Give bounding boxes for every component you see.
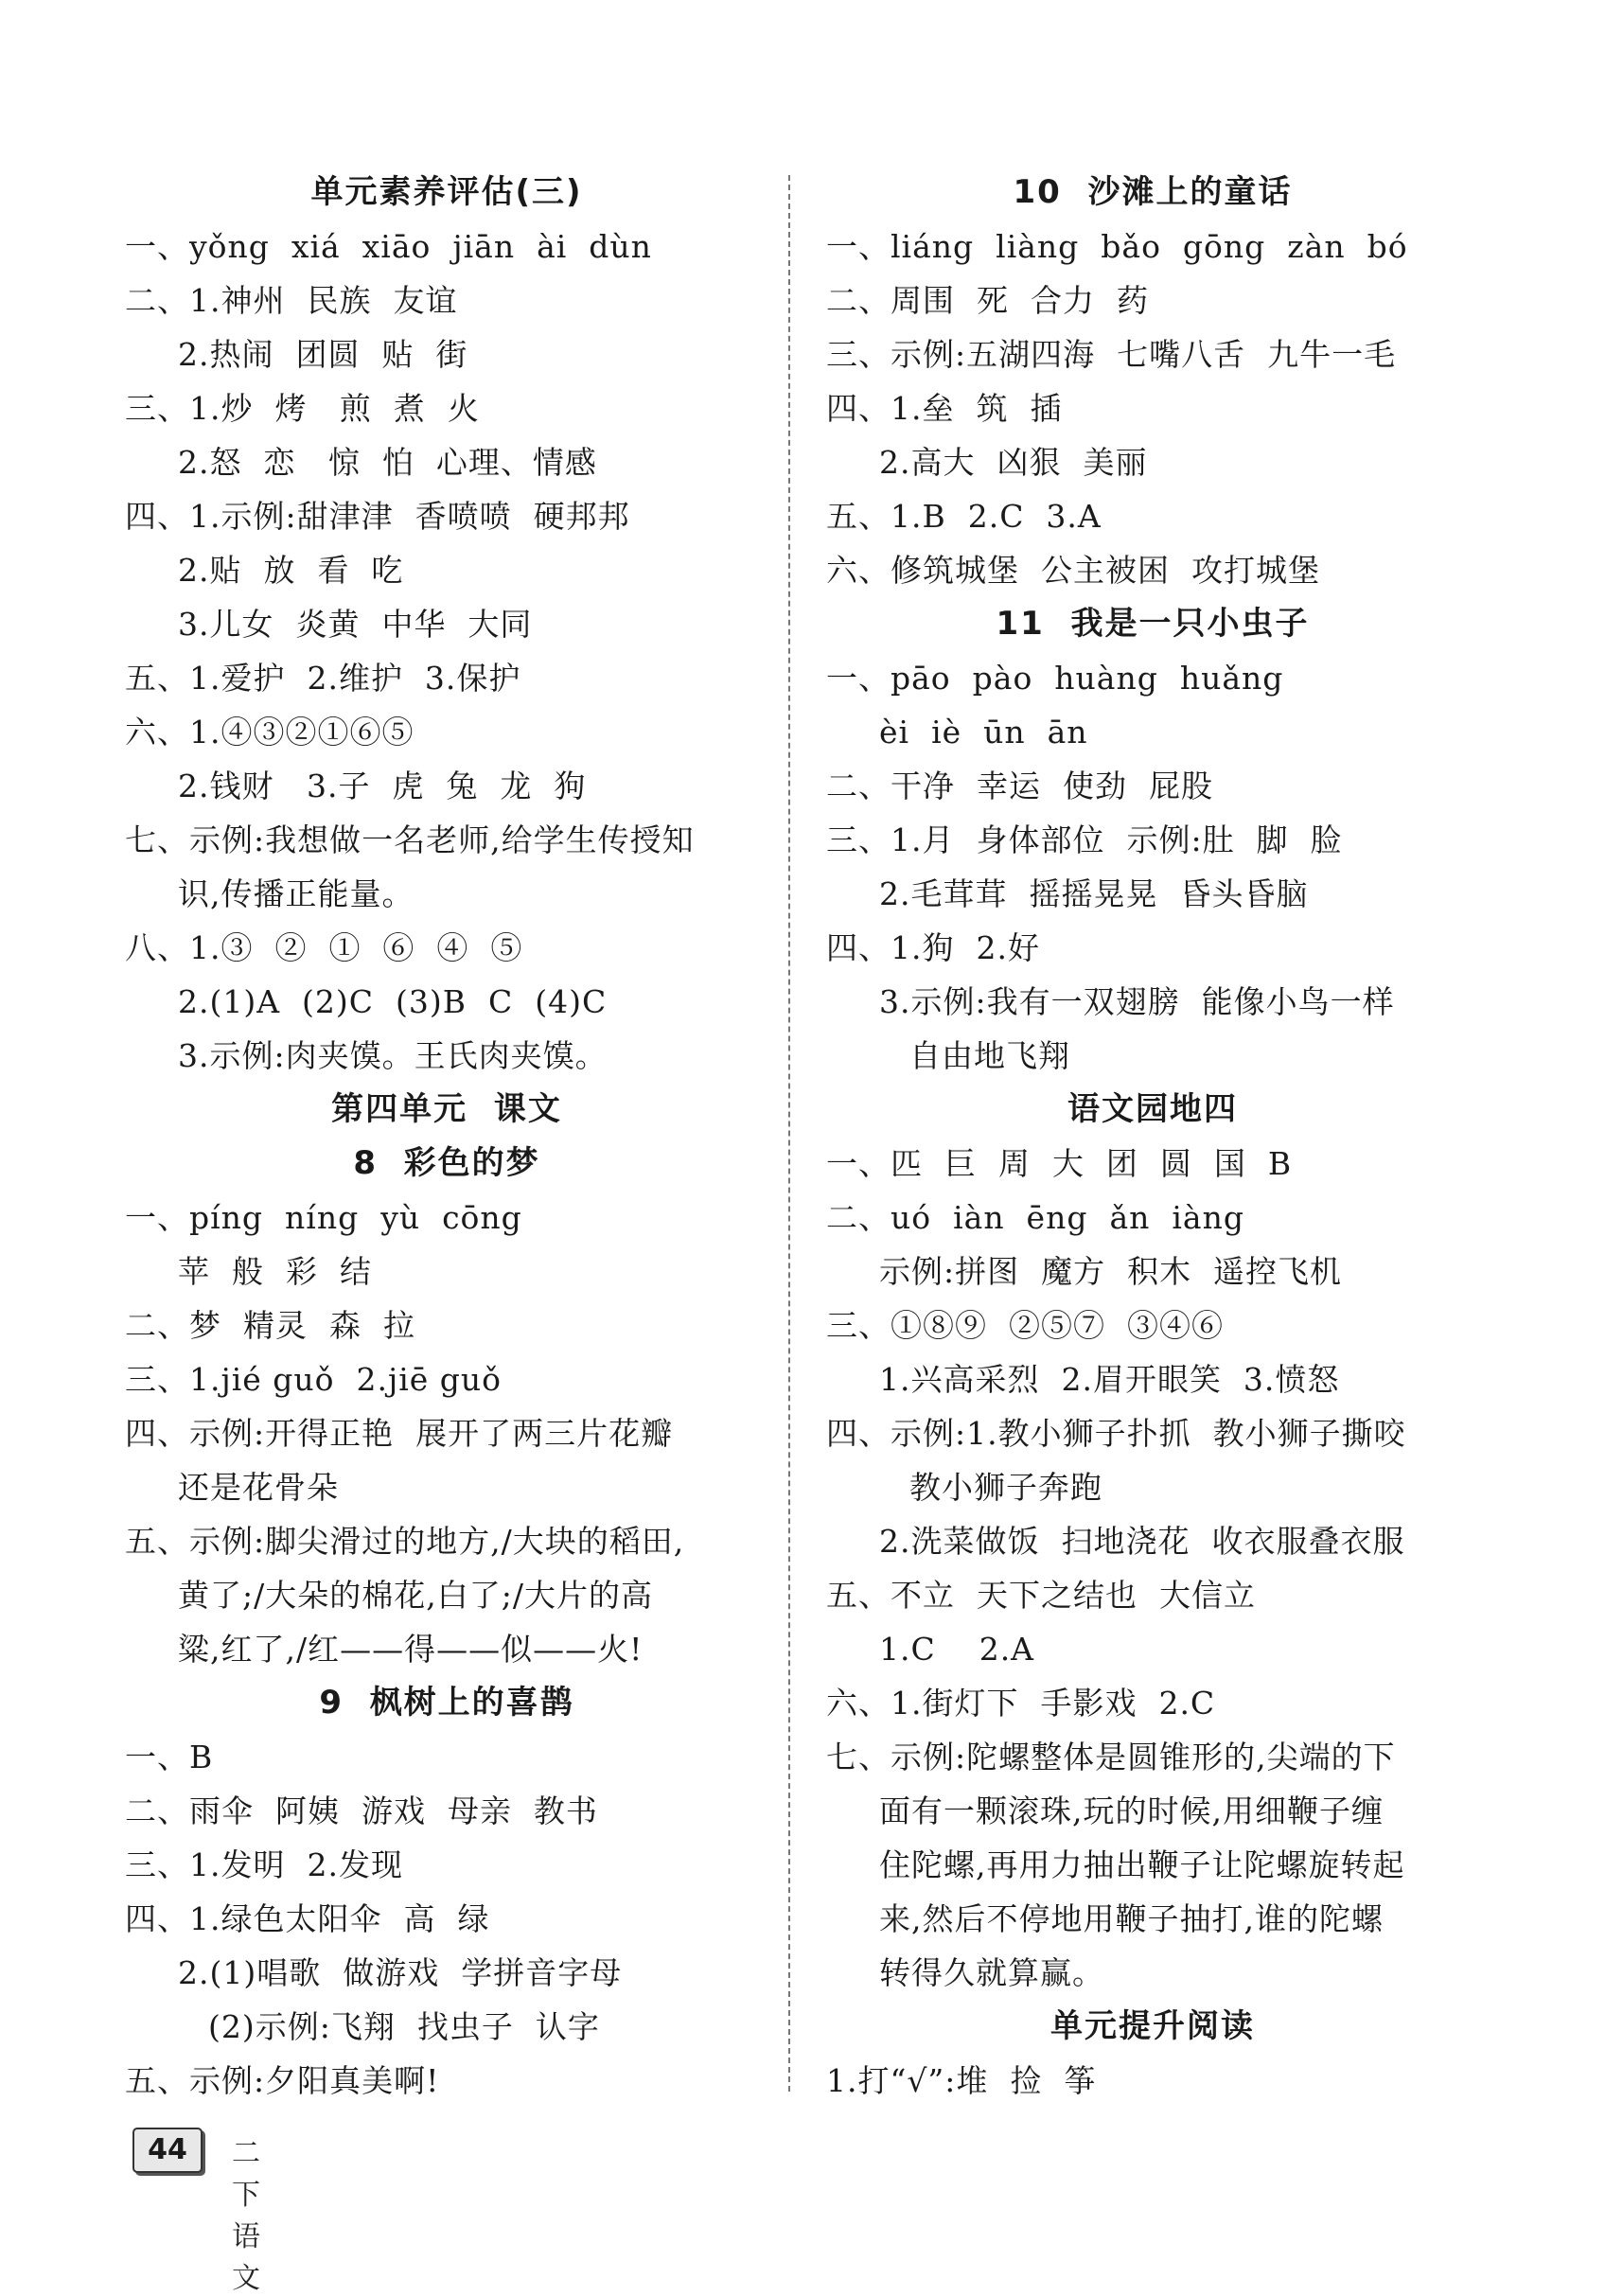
answer-line: 三、1.月 身体部位 示例:肚 脚 脸 [826,821,1343,858]
section-heading: 第四单元 课文 [331,1090,562,1128]
answer-line: 二、1.神州 民族 友谊 [125,282,458,319]
answer-line: 一、yǒng xiá xiāo jiān ài dùn [125,228,652,265]
answer-line: 来,然后不停地用鞭子抽打,谁的陀螺 [879,1900,1384,1937]
answer-line: 住陀螺,再用力抽出鞭子让陀螺旋转起 [879,1846,1405,1883]
answer-line: 2.(1)A (2)C (3)B C (4)C [178,983,608,1020]
answer-line: 二、周围 死 合力 药 [826,282,1149,319]
answer-line: 还是花骨朵 [178,1469,339,1506]
answer-line: 2.高大 凶狠 美丽 [879,444,1148,481]
right-column [826,166,1479,2108]
answer-line: 自由地飞翔 [909,1037,1070,1074]
section-heading: 8 彩色的梦 [353,1144,540,1182]
answer-line: 粱,红了,/红——得——似——火! [178,1631,644,1668]
answer-line: 二、雨伞 阿姨 游戏 母亲 教书 [125,1793,598,1829]
section-heading: 10 沙滩上的童话 [1013,173,1293,211]
answer-line: 黄了;/大朵的棉花,白了;/大片的高 [178,1577,653,1614]
answer-line: 五、1.B 2.C 3.A [826,498,1102,535]
answer-line: 2.热闹 团圆 贴 街 [178,336,468,373]
answer-line: 三、1.发明 2.发现 [125,1846,403,1883]
answer-line: 八、1.③ ② ① ⑥ ④ ⑤ [125,929,523,966]
answer-line: 识,传播正能量。 [178,875,414,912]
answer-line: 五、不立 天下之结也 大信立 [826,1577,1256,1614]
answer-line: 2.洗菜做饭 扫地浇花 收衣服叠衣服 [879,1523,1405,1560]
page-number: 44 [132,2128,203,2173]
left-column [125,166,768,2108]
answer-line: 苹 般 彩 结 [178,1253,372,1290]
answer-line: 四、1.垒 筑 插 [826,390,1063,427]
section-heading: 11 我是一只小虫子 [996,605,1310,643]
subject-label: 二下语文 [232,2137,263,2295]
answer-line: 2.贴 放 看 吃 [178,552,404,589]
answer-line: 二、梦 精灵 森 拉 [125,1307,415,1344]
answer-line: 2.毛茸茸 摇摇晃晃 昏头昏脑 [879,875,1309,912]
answer-line: 六、修筑城堡 公主被困 攻打城堡 [826,552,1320,589]
answer-line: 3.示例:肉夹馍。王氏肉夹馍。 [178,1037,608,1074]
answer-line: 一、匹 巨 周 大 团 圆 国 B [826,1145,1293,1182]
answer-line: 三、①⑧⑨ ②⑤⑦ ③④⑥ [826,1307,1224,1344]
answer-line: 七、示例:我想做一名老师,给学生传授知 [125,821,695,858]
answer-line: 三、示例:五湖四海 七嘴八舌 九牛一毛 [826,336,1397,373]
answer-line: 六、1.街灯下 手影戏 2.C [826,1685,1216,1722]
answer-line: (2)示例:飞翔 找虫子 认字 [208,2008,600,2045]
section-heading: 单元素养评估(三) [310,173,583,211]
answer-line: 2.怒 恋 惊 怕 心理、情感 [178,444,597,481]
answer-line: 1.兴高采烈 2.眉开眼笑 3.愤怒 [879,1361,1340,1398]
answer-line: 3.示例:我有一双翅膀 能像小鸟一样 [879,983,1395,1020]
section-heading: 语文园地四 [1067,1090,1238,1128]
answer-line: 五、1.爱护 2.维护 3.保护 [125,660,521,697]
answer-line: 一、B [125,1739,214,1775]
answer-line: 七、示例:陀螺整体是圆锥形的,尖端的下 [826,1739,1396,1775]
answer-line: 3.儿女 炎黄 中华 大同 [178,606,533,643]
answer-line: 一、liáng liàng bǎo gōng zàn bó [826,228,1408,265]
answer-line: 四、示例:1.教小狮子扑抓 教小狮子撕咬 [826,1415,1406,1452]
answer-line: 四、示例:开得正艳 展开了两三片花瓣 [125,1415,674,1452]
answer-line: 二、干净 幸运 使劲 屁股 [826,768,1213,804]
answer-line: 2.(1)唱歌 做游戏 学拼音字母 [178,1954,623,1991]
answer-line: 六、1.④③②①⑥⑤ [125,714,414,751]
answer-line: 四、1.绿色太阳伞 高 绿 [125,1900,490,1937]
answer-line: 2.钱财 3.子 虎 兔 龙 狗 [178,768,587,804]
answer-line: 示例:拼图 魔方 积木 遥控飞机 [879,1253,1343,1290]
section-heading: 9 枫树上的喜鹊 [319,1684,574,1722]
answer-line: èi iè ūn ān [879,714,1088,751]
answer-line: 一、pāo pào huàng huǎng [826,660,1284,697]
answer-line: 1.C 2.A [879,1631,1035,1668]
answer-line: 五、示例:夕阳真美啊! [125,2062,440,2099]
answer-line: 三、1.jié guǒ 2.jiē guǒ [125,1361,503,1398]
answer-line: 转得久就算赢。 [879,1954,1104,1991]
answer-line: 四、1.示例:甜津津 香喷喷 硬邦邦 [125,498,630,535]
answer-line: 三、1.炒 烤 煎 煮 火 [125,390,480,427]
column-divider [788,175,790,2092]
answer-line: 五、示例:脚尖滑过的地方,/大块的稻田, [125,1523,685,1560]
section-heading: 单元提升阅读 [1050,2007,1255,2045]
answer-line: 1.打“√”:堆 捡 筝 [826,2062,1097,2099]
answer-line: 四、1.狗 2.好 [826,929,1040,966]
answer-line: 教小狮子奔跑 [909,1469,1102,1506]
answer-line: 二、uó iàn ēng ǎn iàng [826,1199,1244,1236]
answer-line: 面有一颗滚珠,玩的时候,用细鞭子缠 [879,1793,1384,1829]
answer-line: 一、píng níng yù cōng [125,1199,522,1236]
